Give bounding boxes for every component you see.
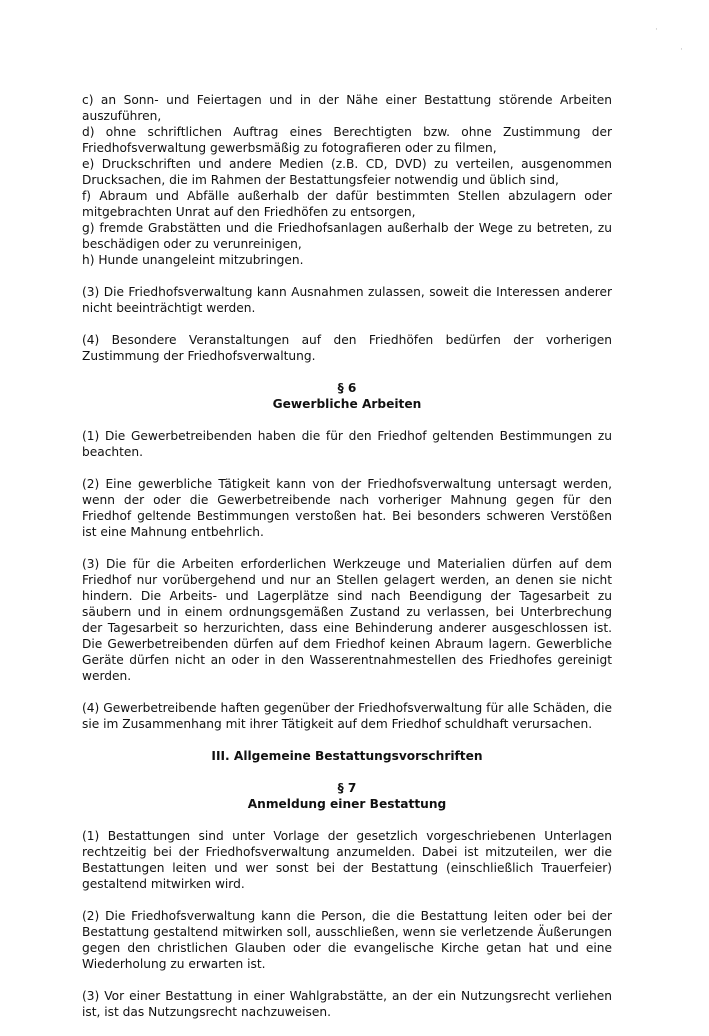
paragraph: (1) Die Gewerbetreibenden haben die für den Friedhof geltenden Bestimmungen zu beachten. <box>82 429 612 459</box>
section-number: § 6 <box>337 381 357 395</box>
paragraph: (4) Gewerbetreibende haften gegenüber der Friedhofsverwaltung für alle Schäden, die sie im Zusammenhang mit ihrer Tätigkeit auf dem Friedhof schuldhaft verursachen. <box>82 701 612 731</box>
prohibition-list <box>82 92 612 268</box>
section-heading <box>82 380 612 412</box>
paragraph: (2) Die Friedhofsverwaltung kann die Person, die die Bestattung leiten oder bei der Bestattung gestaltend mitwirken soll, ausschließen, wenn sie verletzende Äußerungen gegen den christlichen Glauben oder die evangelische Kirche getan hat und eine Wiederholung zu erwarten ist. <box>82 909 612 971</box>
scan-mark: · <box>680 45 683 55</box>
list-item: e) Druckschriften und andere Medien (z.B. CD, DVD) zu verteilen, ausgenommen Drucksachen, die im Rahmen der Bestattungsfeier notwendig und üblich sind, <box>82 157 612 187</box>
paragraph: (2) Eine gewerbliche Tätigkeit kann von der Friedhofsverwaltung untersagt werden, wenn der oder die Gewerbetreibende nach vorheriger Mahnung gegen für den Friedhof geltende Bestimmungen verstoßen hat. Bei besonders schweren Verstößen ist eine Mahnung entbehrlich. <box>82 477 612 539</box>
list-item: f) Abraum und Abfälle außerhalb der dafür bestimmten Stellen abzulagern oder mitgebrachten Unrat auf den Friedhöfen zu entsorgen, <box>82 189 612 219</box>
section-title: Gewerbliche Arbeiten <box>272 397 422 411</box>
list-item: d) ohne schriftlichen Auftrag eines Berechtigten bzw. ohne Zustimmung der Friedhofsverwaltung gewerbsmäßig zu fotografieren oder zu filmen, <box>82 125 612 155</box>
section-title: Anmeldung einer Bestattung <box>247 797 447 811</box>
list-item: h) Hunde unangeleint mitzubringen. <box>82 253 304 267</box>
paragraph: (4) Besondere Veranstaltungen auf den Friedhöfen bedürfen der vorherigen Zustimmung der Friedhofsverwaltung. <box>82 333 612 363</box>
paragraph: (3) Die für die Arbeiten erforderlichen Werkzeuge und Materialien dürfen auf dem Friedhof nur vorübergehend und nur an Stellen gelagert werden, an denen sie nicht hindern. Die Arbeits- und Lagerplätze sind nach Beendigung der Tagesarbeit zu säubern und in einem ordnungsgemäßen Zustand zu verlassen, bei Unterbrechung der Tagesarbeit so herzurichten, dass eine Behinderung anderer ausgeschlossen ist. Die Gewerbetreibenden dürfen auf dem Friedhof keinen Abraum lagern. Gewerbliche Geräte dürfen nicht an oder in den Wasserentnahmestellen des Friedhofes gereinigt werden. <box>82 557 612 683</box>
list-item: g) fremde Grabstätten und die Friedhofsanlagen außerhalb der Wege zu betreten, zu beschädigen oder zu verunreinigen, <box>82 221 612 251</box>
paragraph: (1) Bestattungen sind unter Vorlage der gesetzlich vorgeschriebenen Unterlagen rechtzeitig bei der Friedhofsverwaltung anzumelden. Dabei ist mitzuteilen, wer die Bestattungen leiten und wer sonst bei der Bestattung (einschließlich Trauerfeier) gestaltend mitwirken wird. <box>82 829 612 891</box>
list-item: c) an Sonn- und Feiertagen und in der Nähe einer Bestattung störende Arbeiten auszuführen, <box>82 93 612 123</box>
section-number: § 7 <box>337 781 357 795</box>
part-heading: III. Allgemeine Bestattungsvorschriften <box>211 749 483 763</box>
section-heading <box>82 780 612 812</box>
scan-mark: · <box>655 25 658 35</box>
paragraph: (3) Vor einer Bestattung in einer Wahlgrabstätte, an der ein Nutzungsrecht verliehen ist, ist das Nutzungsrecht nachzuweisen. <box>82 989 612 1019</box>
document-body <box>82 92 612 1036</box>
paragraph: (3) Die Friedhofsverwaltung kann Ausnahmen zulassen, soweit die Interessen anderer nicht beeinträchtigt werden. <box>82 285 612 315</box>
